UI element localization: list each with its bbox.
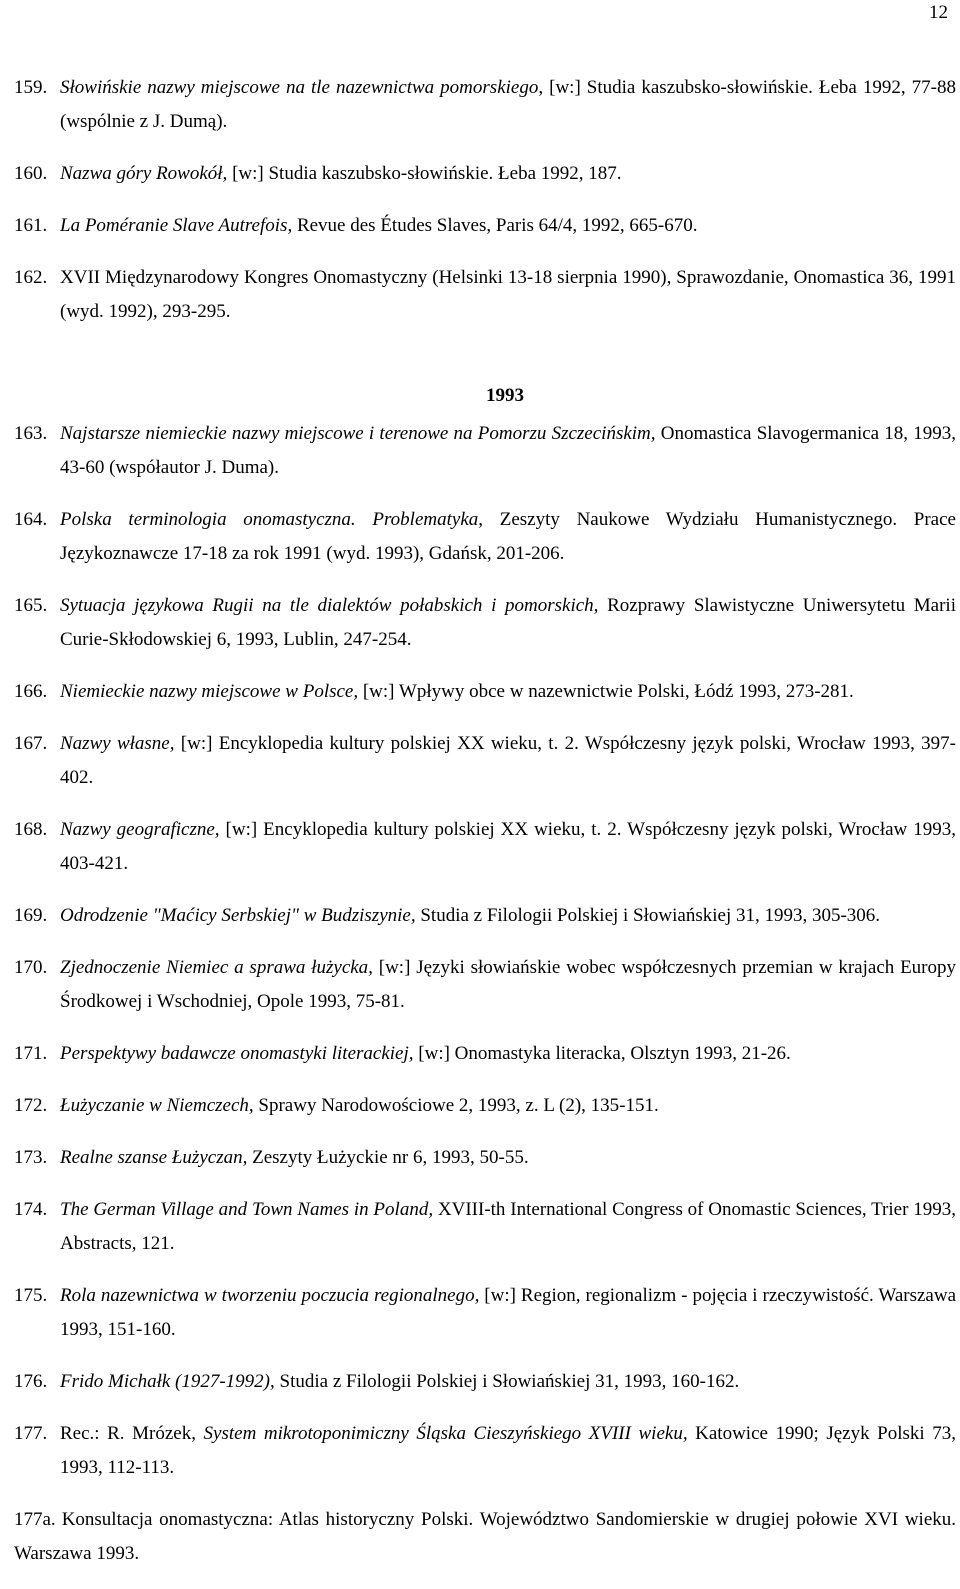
entry-details: Onomastica Slavogermanica 18, 1993, 43-60 (współautor J. Duma). — [60, 423, 956, 478]
bibliography-list — [14, 71, 956, 1589]
entries-1992 — [14, 71, 956, 329]
entry-number: 175. — [14, 1285, 48, 1306]
bibliography-entry — [14, 1141, 956, 1175]
entry-details: [w:] Studia kaszubsko-słowińskie. Łeba 1992, 77-88 (wspólnie z J. Dumą). — [60, 77, 956, 132]
entry-number: 168. — [14, 819, 48, 840]
bibliography-entry — [14, 813, 956, 881]
bibliography-entry — [14, 1037, 956, 1071]
entry-title: Sytuacja językowa Rugii na tle dialektów połabskich i pomorskich, — [60, 595, 599, 616]
entry-details: Zeszyty Łużyckie nr 6, 1993, 50-55. — [247, 1147, 529, 1168]
entry-number: 159. — [14, 77, 48, 98]
entry-number: 173. — [14, 1147, 48, 1168]
bibliography-entry — [14, 727, 956, 795]
entry-details: Studia z Filologii Polskiej i Słowiańskiej 31, 1993, 160-162. — [274, 1371, 740, 1392]
entry-number: 171. — [14, 1043, 48, 1064]
entry-number: 177. — [14, 1423, 48, 1444]
entry-details: Rec.: R. Mrózek, — [60, 1423, 204, 1444]
entry-title: Rola nazewnictwa w tworzeniu poczucia regionalnego, — [60, 1285, 480, 1306]
entry-title: Polska terminologia onomastyczna. Problematyka, — [60, 509, 484, 530]
entry-details: Sprawy Narodowościowe 2, 1993, z. L (2), 135-151. — [253, 1095, 659, 1116]
bibliography-entry — [14, 417, 956, 485]
entry-details: [w:] Studia kaszubsko-słowińskie. Łeba 1992, 187. — [227, 163, 622, 184]
entry-title: Realne szanse Łużyczan, — [60, 1147, 248, 1168]
bibliography-entry — [14, 1417, 956, 1485]
bibliography-entry — [14, 1365, 956, 1399]
entry-number: 172. — [14, 1095, 48, 1116]
entry-details: [w:] Encyklopedia kultury polskiej XX wieku, t. 2. Współczesny język polski, Wrocław 1993, 397-402. — [60, 733, 956, 788]
entry-details: XVII Międzynarodowy Kongres Onomastyczny (Helsinki 13-18 sierpnia 1990), Sprawozdanie, Onomastica 36, 1991 (wyd. 1992), 293-295. — [60, 267, 956, 322]
entry-details: Studia z Filologii Polskiej i Słowiańskiej 31, 1993, 305-306. — [415, 905, 881, 926]
entry-number: 167. — [14, 733, 48, 754]
entry-details: Zeszyty Naukowe Wydziału Humanistycznego. Prace Językoznawcze 17-18 za rok 1991 (wyd. 1993), Gdańsk, 201-206. — [60, 509, 956, 564]
entry-number: 176. — [14, 1371, 48, 1392]
entry-title: Nazwy własne, — [60, 733, 175, 754]
entry-number: 161. — [14, 215, 48, 236]
entry-title: Słowińskie nazwy miejscowe na tle nazewnictwa pomorskiego, — [60, 77, 544, 98]
entry-details: [w:] Onomastyka literacka, Olsztyn 1993, 21-26. — [413, 1043, 791, 1064]
year-heading: 1993 — [486, 385, 524, 406]
bibliography-entry — [14, 1503, 956, 1571]
entries-1993 — [14, 417, 956, 1571]
entry-number: 177a. — [14, 1509, 56, 1530]
entry-details: [w:] Encyklopedia kultury polskiej XX wieku, t. 2. Współczesny język polski, Wrocław 1993, 403-421. — [60, 819, 956, 874]
entry-title: Frido Michałk (1927-1992), — [60, 1371, 275, 1392]
entry-details: Rozprawy Slawistyczne Uniwersytetu Marii Curie-Skłodowskiej 6, 1993, Lublin, 247-254. — [60, 595, 956, 650]
bibliography-entry — [14, 209, 956, 243]
entry-number: 174. — [14, 1199, 48, 1220]
bibliography-entry — [14, 675, 956, 709]
bibliography-entry — [14, 503, 956, 571]
entry-title: System mikrotoponimiczny Śląska Cieszyńskiego XVIII wieku, — [203, 1423, 688, 1444]
bibliography-entry — [14, 899, 956, 933]
entry-title: Zjednoczenie Niemiec a sprawa łużycka, — [60, 957, 373, 978]
entry-number: 160. — [14, 163, 48, 184]
bibliography-entry — [14, 261, 956, 329]
entry-title: Najstarsze niemieckie nazwy miejscowe i terenowe na Pomorzu Szczecińskim, — [60, 423, 656, 444]
entry-title: Niemieckie nazwy miejscowe w Polsce, — [60, 681, 359, 702]
entry-details: Konsultacja onomastyczna: Atlas historyczny Polski. Województwo Sandomierskie w drugiej połowie XVI wieku. Warszawa 1993. — [14, 1509, 956, 1564]
entry-number: 170. — [14, 957, 48, 978]
entry-title: The German Village and Town Names in Poland, — [60, 1199, 434, 1220]
entry-details: [w:] Region, regionalizm - pojęcia i rzeczywistość. Warszawa 1993, 151-160. — [60, 1285, 957, 1340]
entry-title: Odrodzenie "Maćicy Serbskiej" w Budziszynie, — [60, 905, 416, 926]
entry-details: Revue des Études Slaves, Paris 64/4, 1992, 665-670. — [292, 215, 698, 236]
entry-number: 165. — [14, 595, 48, 616]
entry-number: 163. — [14, 423, 48, 444]
page-number: 12 — [929, 2, 948, 23]
entry-number: 162. — [14, 267, 48, 288]
bibliography-entry — [14, 951, 956, 1019]
entry-title: Łużyczanie w Niemczech, — [60, 1095, 254, 1116]
entry-title: Nazwa góry Rowokół, — [60, 163, 228, 184]
entry-title: Perspektywy badawcze onomastyki literackiej, — [60, 1043, 414, 1064]
entry-details: Katowice 1990; Język Polski 73, 1993, 112-113. — [60, 1423, 957, 1478]
bibliography-entry — [14, 589, 956, 657]
bibliography-entry — [14, 1279, 956, 1347]
bibliography-entry — [14, 1193, 956, 1261]
entry-details: [w:] Języki słowiańskie wobec współczesnych przemian w krajach Europy Środkowej i Wschodniej, Opole 1993, 75-81. — [60, 957, 956, 1012]
entry-details: XVIII-th International Congress of Onomastic Sciences, Trier 1993, Abstracts, 121. — [60, 1199, 956, 1254]
entry-number: 166. — [14, 681, 48, 702]
entry-title: La Poméranie Slave Autrefois, — [60, 215, 293, 236]
entry-details: [w:] Wpływy obce w nazewnictwie Polski, Łódź 1993, 273-281. — [358, 681, 854, 702]
bibliography-entry — [14, 71, 956, 139]
entry-title: Nazwy geograficzne, — [60, 819, 220, 840]
bibliography-entry — [14, 157, 956, 191]
entry-number: 164. — [14, 509, 48, 530]
bibliography-entry — [14, 1089, 956, 1123]
entry-number: 169. — [14, 905, 48, 926]
